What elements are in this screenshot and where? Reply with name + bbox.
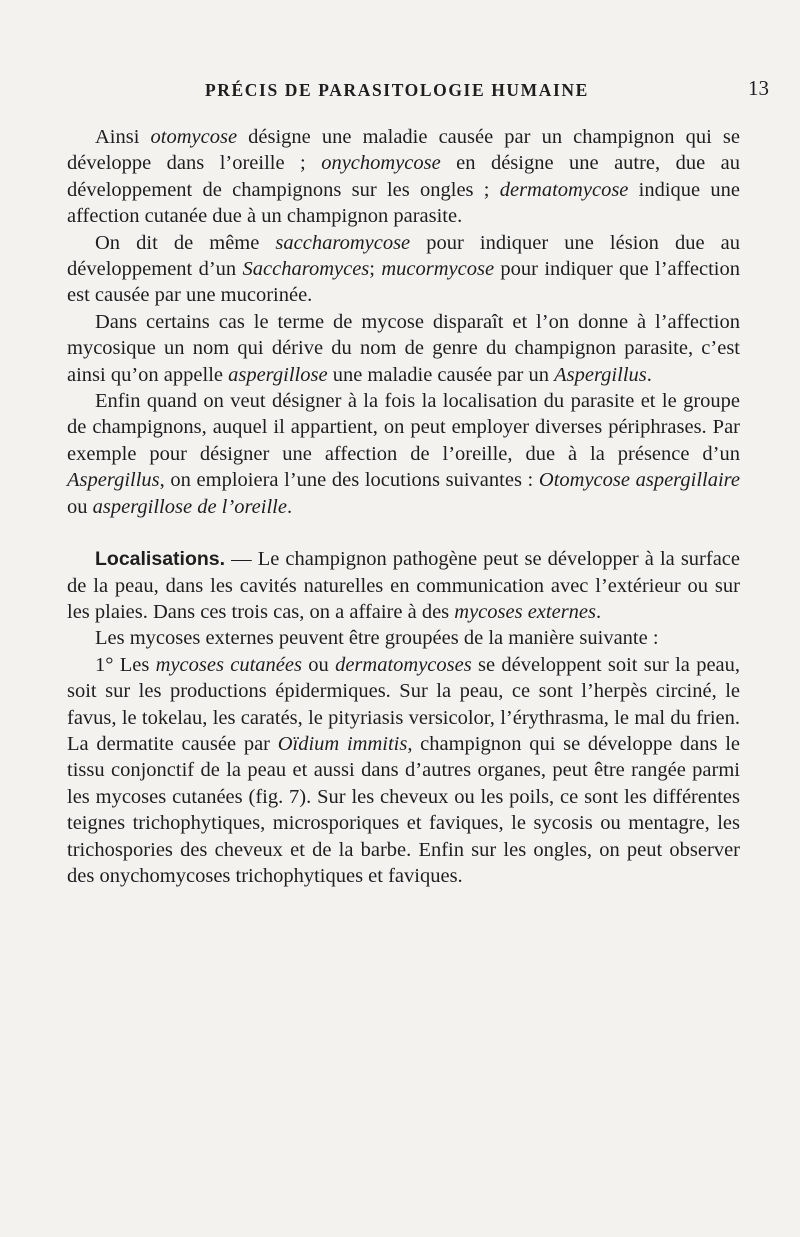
paragraph-aspergillose bbox=[67, 309, 740, 388]
text-run: Dans certains cas le terme de mycose disparaît et l’on donne à l’affection mycosique un nom qui dérive du nom de genre du champignon parasite, c’est ainsi qu’on appelle bbox=[67, 310, 740, 386]
text-run: Ainsi bbox=[95, 126, 151, 148]
paragraph-mycoses-cutanees bbox=[67, 652, 740, 890]
text-run: ou bbox=[67, 495, 93, 518]
text-run: . bbox=[646, 363, 652, 386]
term-saccharomyces: Saccharomyces bbox=[242, 258, 370, 281]
text-run: . bbox=[286, 495, 293, 518]
term-aspergillose-oreille: aspergillose de l’oreille bbox=[92, 495, 287, 518]
text-run: , champignon qui se développe dans le tissu conjonctif de la peau et aussi dans d’autres organes, peut être rangée parmi les mycoses cutanées (fig. 7). Sur les cheveux ou les poils, ce sont les différentes teignes trichophytiques, microsporiques et faviques, le sycosis ou mentagre, les trichospories des cheveux et de la barbe. Enfin sur les ongles, on peut observer des onychomycoses trichophytiques et faviques. bbox=[67, 732, 740, 887]
term-aspergillose: aspergillose bbox=[228, 363, 328, 386]
term-onychomycose: onychomycose bbox=[321, 152, 441, 175]
term-mycoses-externes: mycoses externes bbox=[454, 600, 597, 623]
paragraph-otomycose bbox=[67, 124, 740, 230]
text-run: . bbox=[596, 600, 602, 623]
text-run: indique une affection cutanée due à un champignon parasite. bbox=[67, 178, 740, 228]
term-mucormycose: mucormycose bbox=[381, 258, 495, 281]
text-run: , on emploiera l’une des locutions suivantes : bbox=[159, 469, 539, 492]
section-heading-localisations: Localisations. bbox=[95, 548, 226, 571]
text-run: Enfin quand on veut désigner à la fois la localisation du parasite et le groupe de champignons, auquel il appartient, on peut employer diverses périphrases. Par exemple pour désigner une affection de l’oreille, due à la présence d’un bbox=[67, 390, 740, 465]
term-oidium-immitis: Oïdium immitis bbox=[277, 732, 408, 755]
text-run: pour indiquer une lésion due au développement d’un bbox=[67, 231, 740, 281]
term-saccharomycose: saccharomycose bbox=[275, 231, 411, 254]
text-run: désigne une maladie causée par un champignon qui se développe dans l’oreille ; bbox=[67, 126, 740, 175]
text-run: ou bbox=[301, 653, 336, 676]
text-run: pour indiquer que l’affection est causée par une mucorinée. bbox=[67, 258, 740, 307]
term-dermatomycoses: dermatomycoses bbox=[335, 653, 472, 676]
term-aspergillus: Aspergillus bbox=[67, 469, 160, 492]
text-run: ; bbox=[369, 258, 382, 281]
text-run: — Le champignon pathogène peut se développer à la surface de la peau, dans les cavités naturelles en communication avec l’extérieur ou sur les plaies. Dans ces trois cas, on a affaire à des bbox=[67, 548, 740, 623]
term-otomycose-aspergillaire: Otomycose aspergillaire bbox=[538, 469, 740, 492]
page-number: 13 bbox=[748, 76, 769, 100]
body-text bbox=[67, 124, 740, 889]
text-run: On dit de même bbox=[95, 231, 276, 254]
term-mycoses-cutanees: mycoses cutanées bbox=[155, 653, 302, 676]
running-title: PRÉCIS DE PARASITOLOGIE HUMAINE bbox=[205, 80, 589, 100]
running-head bbox=[0, 76, 800, 106]
paragraph-groupement bbox=[67, 625, 740, 651]
paragraph-localisations bbox=[67, 546, 740, 625]
paragraph-saccharomycose bbox=[67, 230, 740, 309]
text-run: 1° Les bbox=[95, 653, 156, 676]
text-run: en désigne une autre, due au développement de champignons sur les ongles ; bbox=[67, 152, 740, 201]
term-otomycose: otomycose bbox=[150, 126, 238, 148]
text-run: se développent soit sur la peau, soit sur les productions épidermiques. Sur la peau, ce sont l’herpès circiné, le favus, le tokelau, les caratés, le pityriasis versicolor, l’érythrasma, le mal du frien. La dermatite causée par bbox=[67, 653, 741, 755]
term-dermatomycose: dermatomycose bbox=[499, 178, 629, 201]
paragraph-periphrases bbox=[67, 388, 740, 520]
text-run: Les mycoses externes peuvent être groupées de la manière suivante : bbox=[95, 627, 659, 650]
text-run: une maladie causée par un bbox=[327, 363, 555, 386]
term-aspergillus: Aspergillus bbox=[554, 363, 647, 386]
